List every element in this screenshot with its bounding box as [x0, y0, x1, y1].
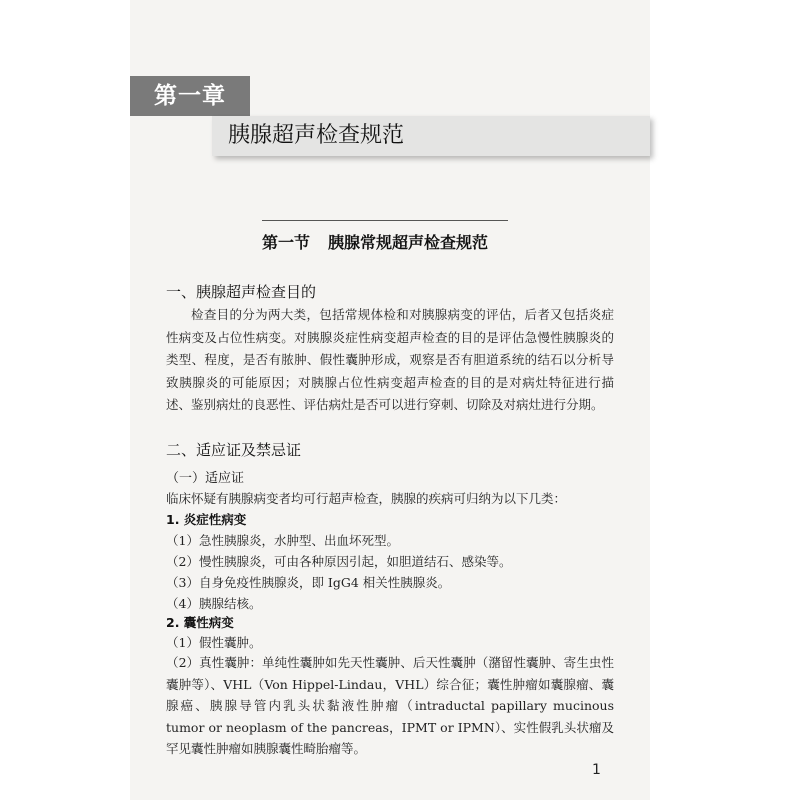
subheading-indications: （一）适应证 [166, 471, 245, 486]
chapter-title: 胰腺超声检查规范 [212, 116, 650, 156]
heading-purpose: 一、胰腺超声检查目的 [166, 283, 317, 301]
list-item: （4）胰腺结核。 [166, 596, 262, 611]
section-name: 胰腺常规超声检查规范 [328, 233, 489, 252]
paragraph-purpose: 检查目的分为两大类，包括常规体检和对胰腺病变的评估，后者又包括炎症性病变及占位性病变。对胰腺炎症性病变超声检查的目的是评估急慢性胰腺炎的类型、程度，是否有脓肿、假性囊肿形成，观察是否有胆道系统的结石以分析导致胰腺炎的可能原因；对胰腺占位性病变超声检查的目的是对病灶特征进行描述、鉴别病灶的良恶性、评估病灶是否可以进行穿刺、切除及对病灶进行分期。 [166, 307, 614, 412]
category-inflammatory-title: 1. 炎症性病变 [166, 512, 247, 527]
list-item: （1）急性胰腺炎，水肿型、出血坏死型。 [166, 533, 399, 548]
section-rule [262, 220, 508, 221]
chapter-label: 第一章 [130, 76, 250, 116]
section-title [262, 232, 522, 254]
section-number: 第一节 [262, 233, 311, 252]
list-item: （2）慢性胰腺炎，可由各种原因引起，如胆道结石、感染等。 [166, 554, 512, 569]
page-number: 1 [592, 762, 601, 778]
category-cystic-title: 2. 囊性病变 [166, 615, 234, 630]
heading-indications: 二、适应证及禁忌证 [166, 441, 302, 459]
list-item: （1）假性囊肿。 [166, 635, 262, 650]
paragraph-intro: 临床怀疑有胰腺病变者均可行超声检查，胰腺的疾病可归纳为以下几类： [166, 491, 567, 506]
paragraph-true-cyst: （2）真性囊肿：单纯性囊肿如先天性囊肿、后天性囊肿（潴留性囊肿、寄生虫性囊肿等）、VHL（Von Hippel-Lindau，VHL）综合征；囊性肿瘤如囊腺瘤、囊腺癌、胰腺导管内乳头状黏液性肿瘤（intraductal papillary mucinous tumor or neoplasm of the pancreas，IPMT or IPMN）、实性假乳头状瘤及罕见囊性肿瘤如胰腺囊性畸胎瘤等。 [166, 655, 614, 756]
list-item: （3）自身免疫性胰腺炎，即 IgG4 相关性胰腺炎。 [166, 575, 451, 590]
